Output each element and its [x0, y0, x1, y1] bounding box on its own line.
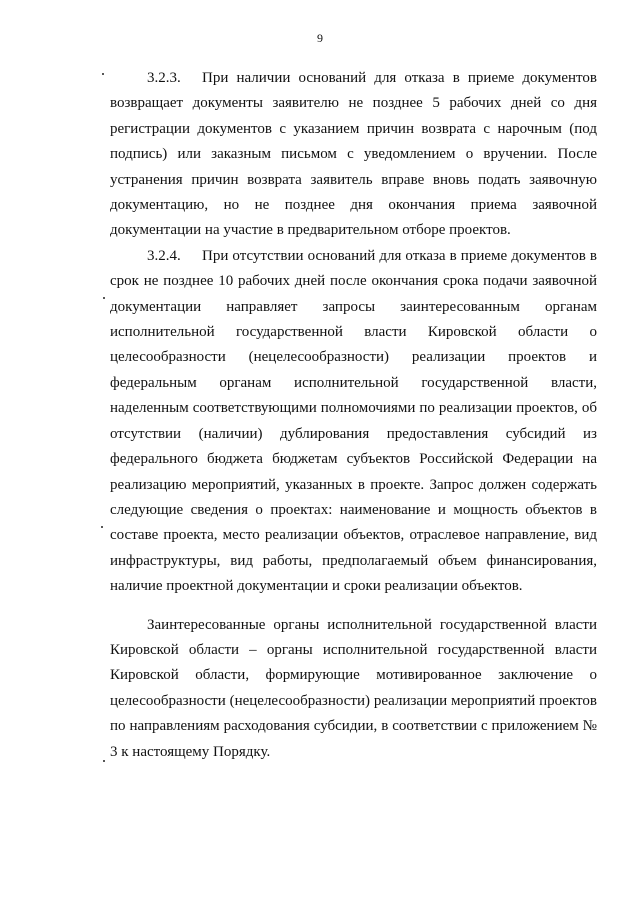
- paragraph-interested-bodies: [110, 613, 597, 765]
- paragraph-text: При отсутствии оснований для отказа в приеме документов в срок не позднее 10 рабочих дней после окончания срока подачи заявочной документации направляет запросы заинтересованным органам исполнительной государственной власти Кировской области о целесообразности (нецелесообразности) реализации проектов и федеральным органам исполнительной государственной власти, наделенным соответствующими полномочиями по реализации проектов, об отсутствии (наличии) дублирования предоставления субсидий из федерального бюджета бюджетам субъектов Российской Федерации на реализацию мероприятий, указанных в проекте. Запрос должен содержать следующие сведения о проектах: наименование и мощность объектов в составе проекта, место реализации объектов, отраслевое направление, вид инфраструктуры, вид работы, предполагаемый объем финансирования, наличие проектной документации и сроки реализации объектов.: [110, 247, 597, 595]
- paragraph-3-2-3: [110, 66, 597, 244]
- document-body: [110, 66, 597, 765]
- scan-speck: [103, 297, 105, 299]
- scan-speck: [102, 73, 104, 75]
- paragraph-text: Заинтересованные органы исполнительной государственной власти Кировской области – органы исполнительной государственной власти Кировской области, формирующие мотивированное заключение о целесообразности (нецелесообразности) реализации мероприятий проектов по направлениям расходования субсидии, в соответствии с приложением № 3 к настоящему Порядку.: [110, 616, 597, 760]
- section-number: 3.2.3.: [147, 70, 181, 86]
- scan-speck: [101, 526, 103, 528]
- section-number: 3.2.4.: [147, 247, 181, 264]
- paragraph-text: При наличии оснований для отказа в приеме документов возвращает документы заявителю не позднее 5 рабочих дней со дня регистрации документов с указанием причин возврата с нарочным (под подпись) или заказным письмом с уведомлением о вручении. После устранения причин возврата заявитель вправе вновь подать заявочную документацию, но не позднее дня окончания приема заявочной документации на участие в предварительном отборе проектов.: [110, 70, 597, 239]
- paragraph-3-2-4: [110, 244, 597, 600]
- scan-speck: [103, 760, 105, 762]
- page-number: 9: [317, 31, 323, 45]
